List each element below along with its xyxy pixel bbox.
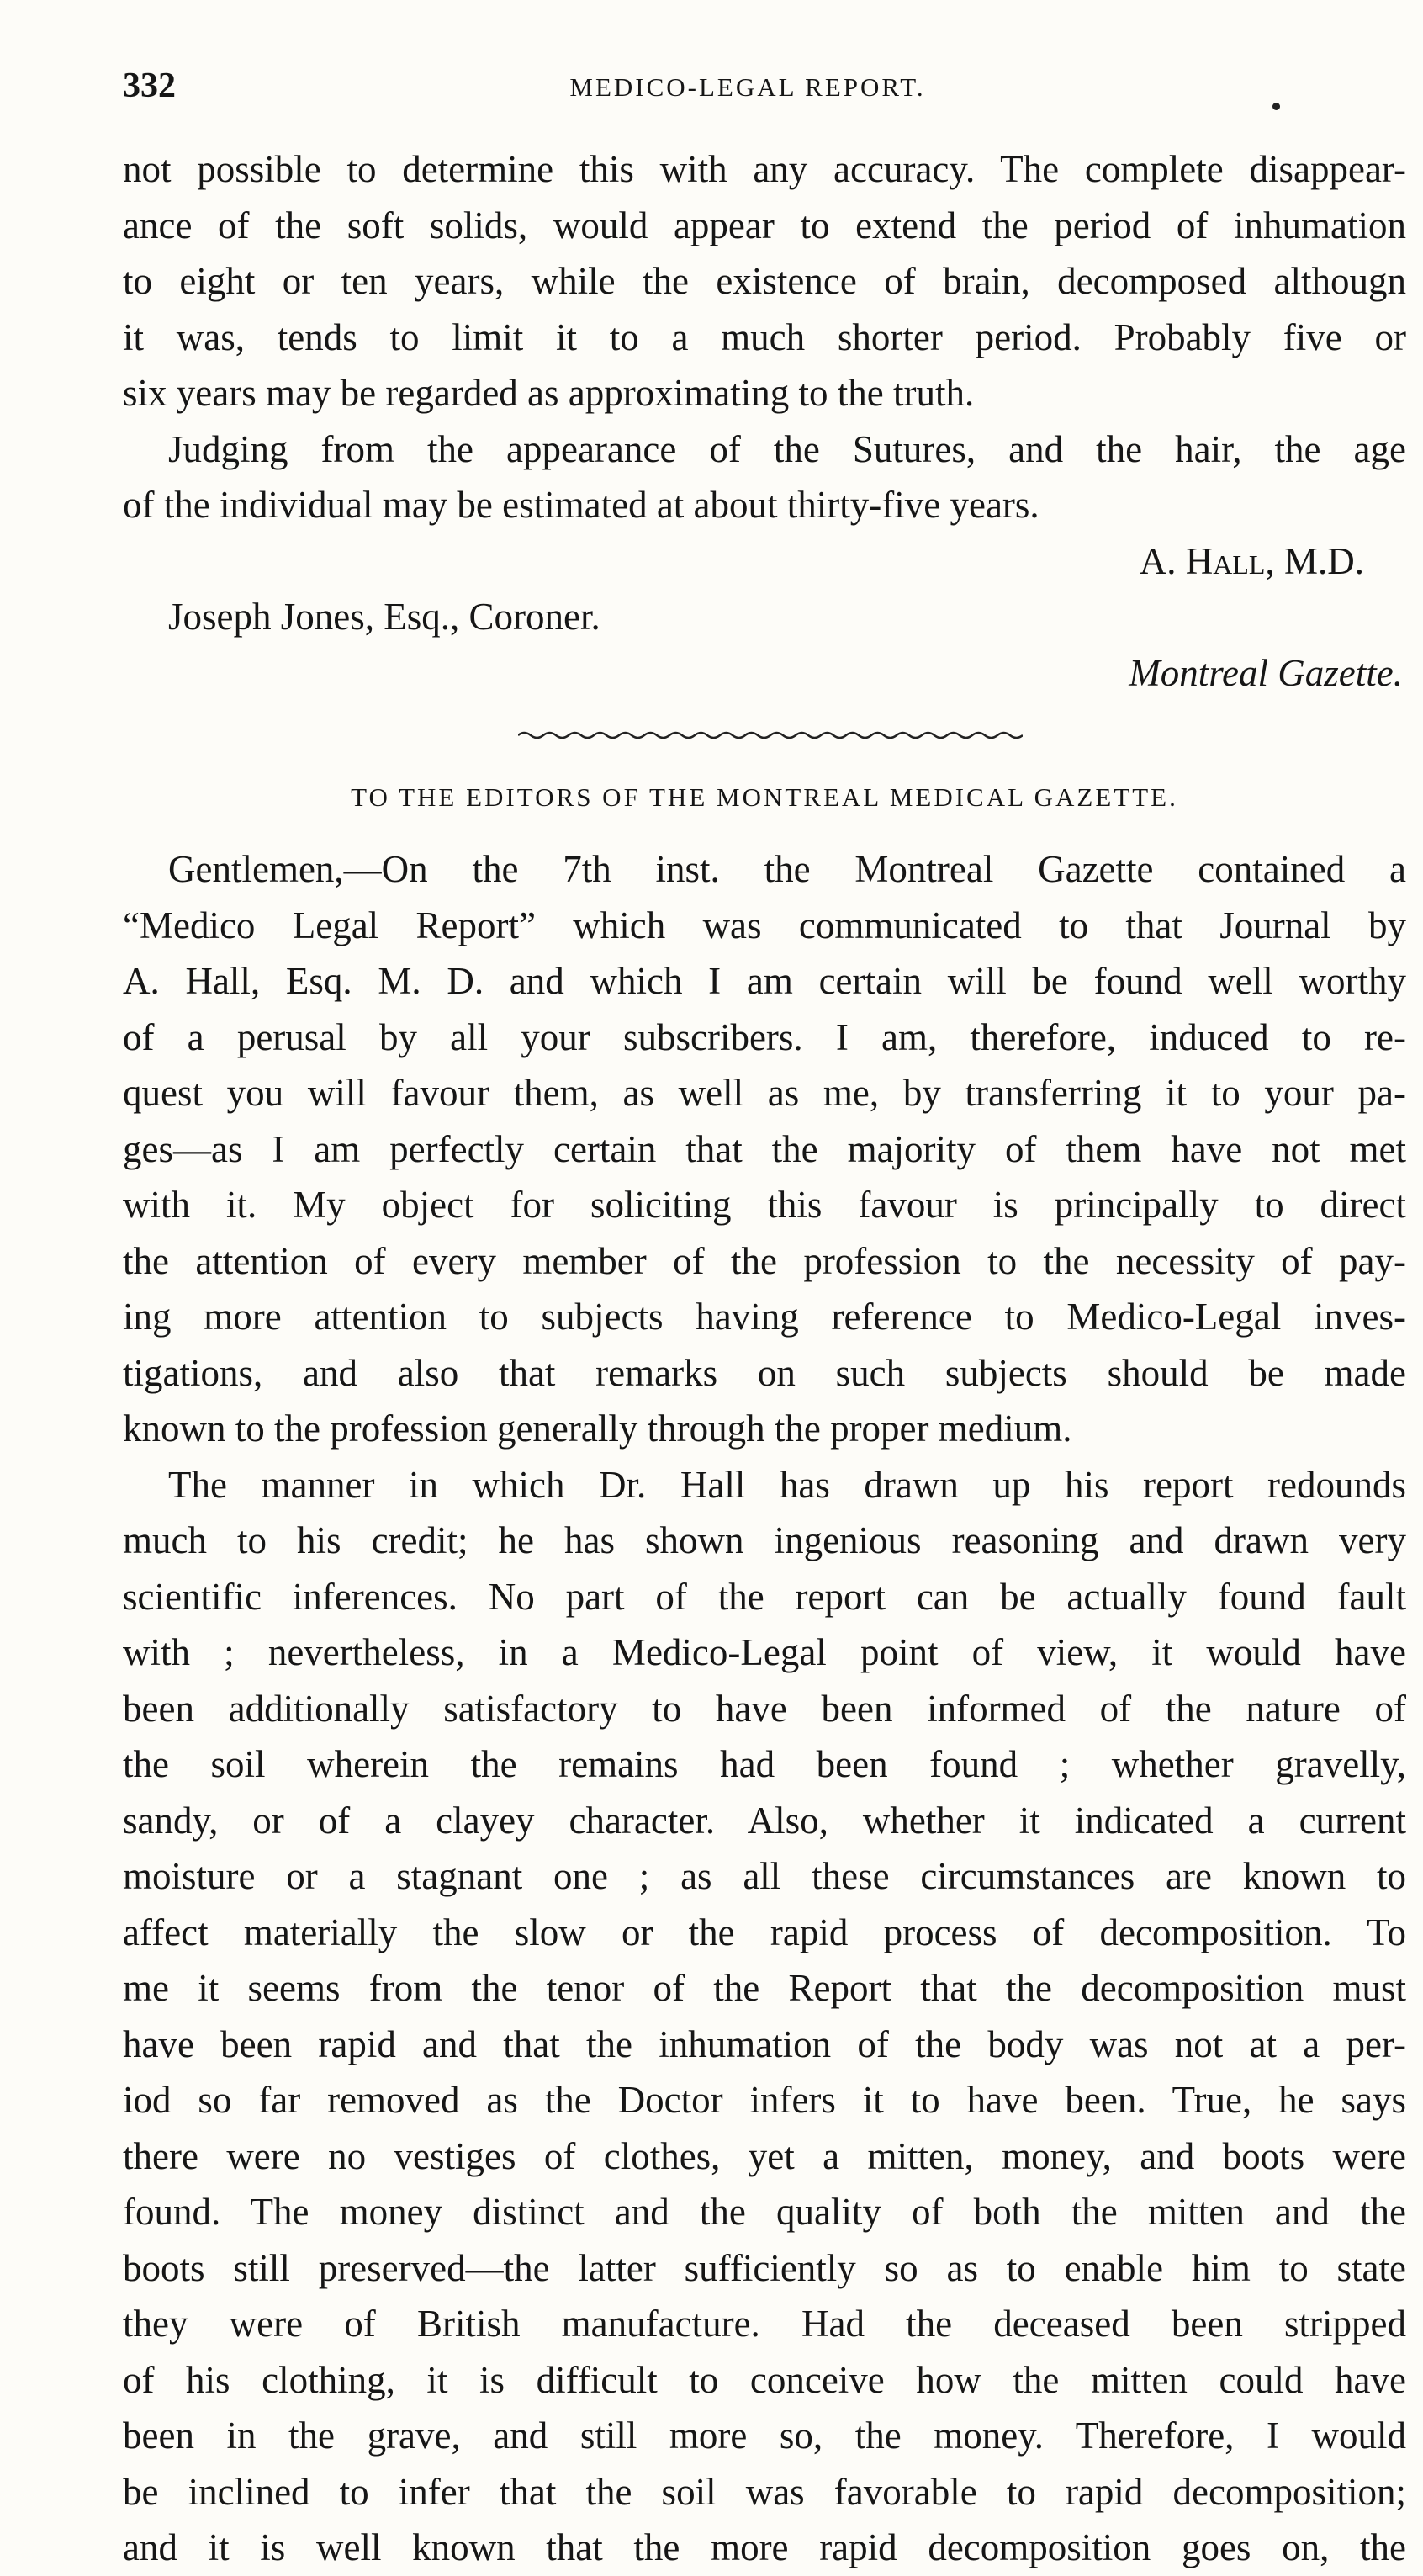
text-line: much to his credit; he has shown ingenious reasoning and drawn very: [123, 1519, 1406, 1561]
text-line: sandy, or of a clayey character. Also, whether it indicated a current: [123, 1799, 1406, 1842]
text-line: be inclined to infer that the soil was favorable to rapid decomposition;: [123, 2470, 1406, 2513]
text-line: it was, tends to limit it to a much shorter period. Probably five or: [123, 315, 1406, 358]
text-line: “Medico Legal Report” which was communicated to that Journal by: [123, 904, 1406, 946]
text-line: they were of British manufacture. Had the deceased been stripped: [123, 2303, 1406, 2345]
letter-body: [123, 841, 1406, 2576]
text-line: with it. My object for soliciting this favour is principally to direct: [123, 1184, 1406, 1226]
text-line: Judging from the appearance of the Sutures, and the hair, the age: [168, 427, 1406, 470]
text-line: six years may be regarded as approximating to the truth.: [123, 372, 975, 414]
text-line: ges—as I am perfectly certain that the majority of them have not met: [123, 1127, 1406, 1170]
text-line: scientific inferences. No part of the report can be actually found fault: [123, 1575, 1406, 1618]
text-line: of a perusal by all your subscribers. I am, therefore, induced to re-: [123, 1015, 1406, 1058]
text-line: of his clothing, it is difficult to conceive how the mitten could have: [123, 2358, 1406, 2401]
wavy-divider: [518, 729, 1023, 742]
text-line: not possible to determine this with any accuracy. The complete disappear-: [123, 148, 1406, 190]
text-line: been additionally satisfactory to have been informed of the nature of: [123, 1687, 1406, 1730]
addressee: Joseph Jones, Esq., Coroner.: [168, 596, 600, 638]
text-line: been in the grave, and still more so, the money. Therefore, I would: [123, 2414, 1406, 2457]
text-line: ance of the soft solids, would appear to extend the period of inhumation: [123, 204, 1406, 246]
text-line: to eight or ten years, while the existence of brain, decomposed althougn: [123, 260, 1406, 302]
text-line: iod so far removed as the Doctor infers it to have been. True, he says: [123, 2079, 1406, 2121]
text-line: and it is well known that the more rapid decomposition goes on, the: [123, 2526, 1406, 2568]
text-line: me it seems from the tenor of the Report that the decomposition must: [123, 1967, 1406, 2009]
letter-heading: TO THE EDITORS OF THE MONTREAL MEDICAL GAZETTE.: [351, 782, 1178, 812]
text-line: Gentlemen,—On the 7th inst. the Montreal Gazette contained a: [168, 848, 1406, 890]
text-line: with ; nevertheless, in a Medico-Legal point of view, it would have: [123, 1631, 1406, 1673]
text-line: found. The money distinct and the quality of both the mitten and the: [123, 2191, 1406, 2233]
page-header: [123, 61, 1373, 111]
text-line: tigations, and also that remarks on such subjects should be made: [123, 1351, 1406, 1394]
text-line: the attention of every member of the profession to the necessity of pay-: [123, 1239, 1406, 1282]
text-line: of the individual may be estimated at about thirty-five years.: [123, 484, 1039, 526]
text-line: affect materially the slow or the rapid process of decomposition. To: [123, 1911, 1406, 1953]
signature: A. Hall, M.D.: [1139, 539, 1364, 582]
ink-dot: [1272, 103, 1280, 110]
text-line: The manner in which Dr. Hall has drawn up his report redounds: [168, 1463, 1406, 1506]
text-line: known to the profession generally through the proper medium.: [123, 1407, 1072, 1450]
source-citation: Montreal Gazette.: [1129, 651, 1403, 694]
text-line: ing more attention to subjects having reference to Medico-Legal inves-: [123, 1296, 1406, 1338]
running-head: MEDICO-LEGAL REPORT.: [569, 72, 926, 102]
text-line: quest you will favour them, as well as me, by transferring it to your pa-: [123, 1072, 1406, 1114]
text-line: have been rapid and that the inhumation of the body was not at a per-: [123, 2022, 1406, 2065]
text-line: A. Hall, Esq. M. D. and which I am certain will be found well worthy: [123, 960, 1406, 1002]
report-continuation: [123, 141, 1406, 701]
text-line: boots still preserved—the latter sufficiently so as to enable him to state: [123, 2246, 1406, 2289]
text-line: moisture or a stagnant one ; as all these circumstances are known to: [123, 1855, 1406, 1897]
text-line: the soil wherein the remains had been found ; whether gravelly,: [123, 1743, 1406, 1785]
text-line: there were no vestiges of clothes, yet a mitten, money, and boots were: [123, 2134, 1406, 2177]
page-number: 332: [123, 66, 176, 105]
